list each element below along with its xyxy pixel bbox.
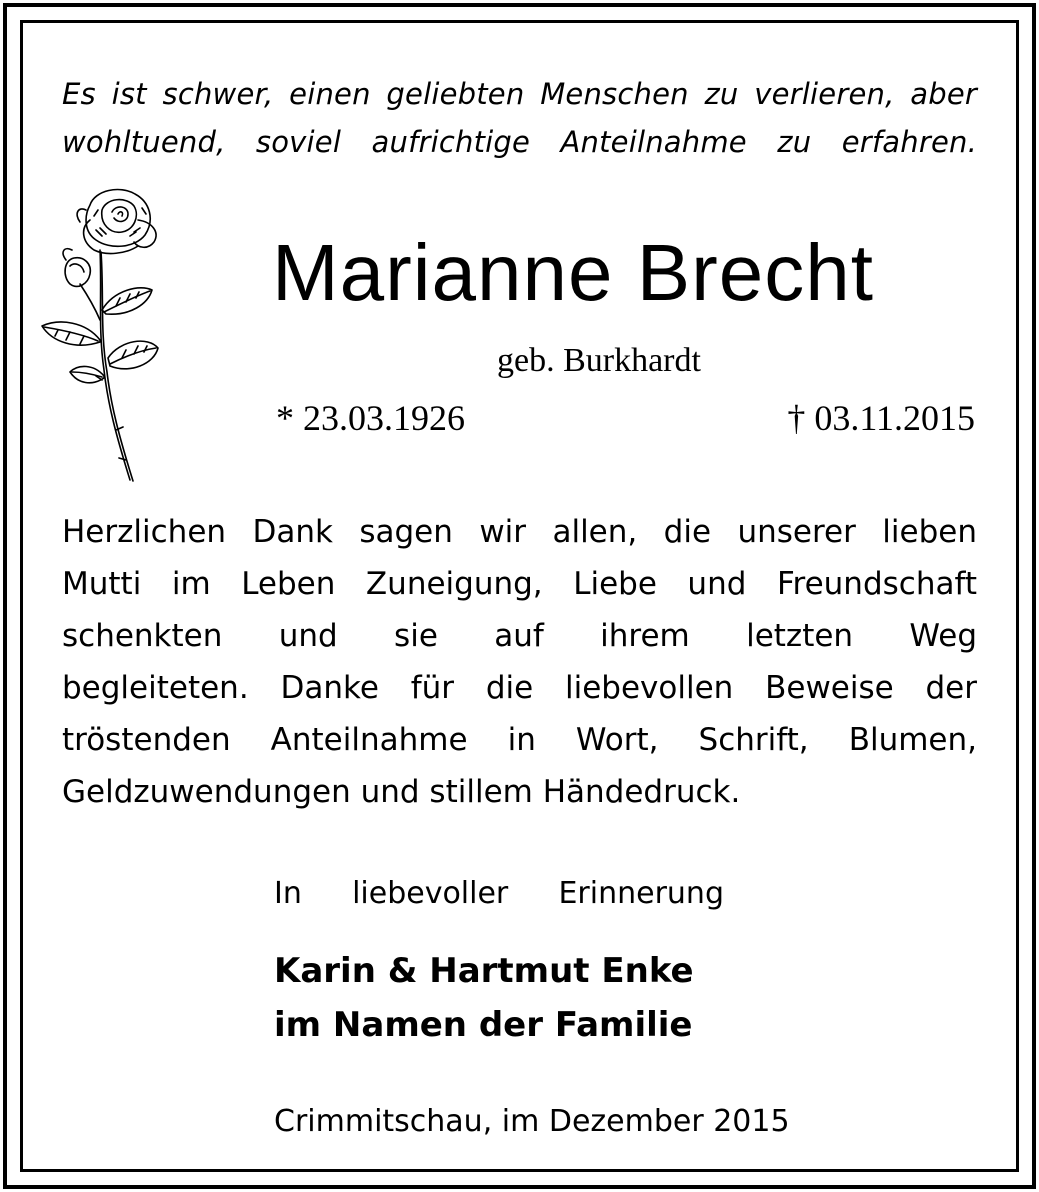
- death-date: † 03.11.2015: [787, 398, 975, 438]
- thanks-line: begleiteten. Danke für die liebevollen Beweise der: [62, 670, 977, 706]
- birth-name: geb. Burkhardt: [497, 342, 701, 379]
- motto-verse: [62, 70, 977, 166]
- thanks-line: Mutti im Leben Zuneigung, Liebe und Freundschaft: [62, 566, 977, 602]
- memory-phrase: In liebevoller Erinnerung: [274, 876, 724, 911]
- motto-line-1: Es ist schwer, einen geliebten Menschen zu verlieren, aber: [62, 77, 977, 111]
- motto-line-2: wohltuend, soviel aufrichtige Anteilnahme zu erfahren.: [62, 125, 977, 159]
- thanks-line: Geldzuwendungen und stillem Händedruck.: [62, 774, 741, 810]
- thanks-line: tröstenden Anteilnahme in Wort, Schrift, Blumen,: [62, 722, 977, 758]
- rose-icon: [30, 180, 165, 490]
- signers-line-2: im Namen der Familie: [274, 1005, 693, 1045]
- thanks-line: Herzlichen Dank sagen wir allen, die unserer lieben: [62, 514, 977, 550]
- place-and-date: Crimmitschau, im Dezember 2015: [274, 1104, 790, 1139]
- deceased-name: Marianne Brecht: [272, 228, 874, 317]
- thanks-line: schenkten und sie auf ihrem letzten Weg: [62, 618, 977, 654]
- signers-line-1: Karin & Hartmut Enke: [274, 951, 694, 991]
- birth-date: * 23.03.1926: [276, 398, 465, 438]
- thanks-text: [62, 506, 977, 818]
- signers: [274, 944, 694, 1052]
